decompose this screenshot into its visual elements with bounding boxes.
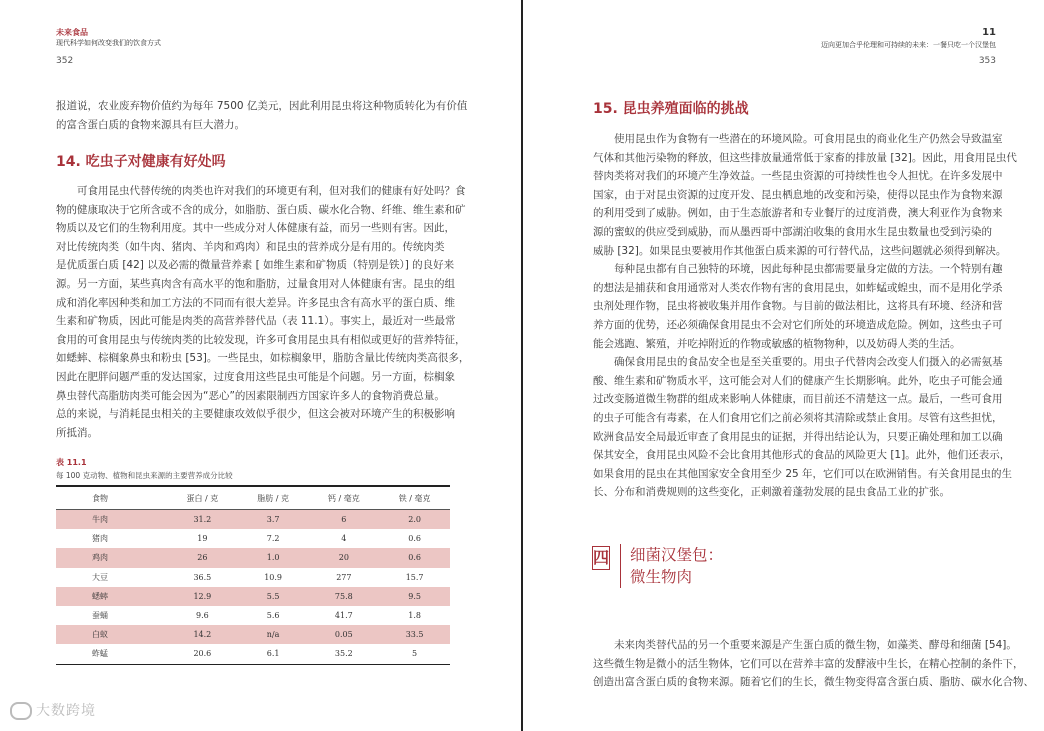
page-number: 353 (978, 56, 996, 66)
nutrient-value-cell: 4 (341, 534, 347, 544)
text-line: 鼻虫替代高脂肪肉类可能会因为“恶心”的因素限制西方国家许多人的食物消费总量。 (56, 389, 445, 402)
food-name-cell: 蚕蛹 (92, 611, 108, 621)
nutrient-value-cell: 7.2 (266, 534, 280, 544)
nutrient-value-cell: 35.2 (334, 649, 353, 659)
nutrient-value-cell: 75.8 (308, 587, 379, 606)
page-number: 352 (56, 56, 74, 66)
text-line: 是优质蛋白质 [42] 以及必需的微量营养素 [ 如维生素和矿物质（特别是铁）] 的良好来 (56, 259, 455, 272)
table-row (56, 529, 450, 548)
text-line: 过改变肠道微生物群的组成来影响人体健康，而目前还不清楚这一点。最后，一些可食用 (593, 393, 1003, 406)
nutrient-value-cell: 5.5 (238, 587, 309, 606)
brand-logo-icon (10, 702, 32, 720)
text-line: 生素和矿物质，因此可能是肉类的高营养替代品（表 11.1）。事实上，最近对一些最常 (56, 315, 456, 328)
nutrient-value-cell: 26 (167, 548, 238, 567)
section-heading: 14. 吃虫子对健康有好处吗 (56, 154, 226, 170)
text-line: 威胁 [32]。如果昆虫要被用作其他蛋白质来源的可行替代品，这些问题就必须得到解决。 (593, 244, 1007, 257)
nutrient-value-cell: 1.0 (238, 548, 309, 567)
section-divider (620, 544, 621, 588)
table-row (56, 606, 450, 625)
text-line: 养方面的优势，还必须确保食用昆虫不会对它们所处的环境造成危险。例如，这些虫子可 (593, 318, 1003, 331)
text-line: 虫剂处理作物，昆虫将被收集并用作食物。与目前的做法相比，这将具有环境、经济和营 (593, 300, 1003, 313)
text-line: 酸、维生素和矿物质水平，这可能会对人们的健康产生长期影响。此外，吃虫子可能会通 (593, 374, 1003, 387)
table-row (56, 548, 450, 567)
text-line: 对比传统肉类（如牛肉、猪肉、羊肉和鸡肉）和昆虫的营养成分是有用的。传统肉类 (56, 240, 445, 253)
nutrient-value-cell: 0.6 (379, 548, 450, 567)
text-line: 的虫子可能含有毒素，在人们食用它们之前必须将其清除或禁止食用。尽管有这些担忧， (593, 411, 1003, 424)
text-line: 因此在肥胖问题严重的发达国家，过度食用这些昆虫可能是个问题。另一方面，棕榈象 (56, 370, 455, 383)
text-line: 如蟋蟀、棕榈象鼻虫和粉虫 [53]。一些昆虫，如棕榈象甲，脂肪含量比传统肉类高很多， (56, 352, 470, 365)
text-line: 所抵消。 (56, 426, 98, 439)
section4-body (593, 636, 1034, 692)
intro-paragraph (56, 97, 466, 134)
column-header: 钙 / 毫克 (308, 486, 379, 510)
table-subtitle: 每 100 克动物、植物和昆虫来源的主要营养成分比较 (56, 471, 233, 480)
section-title-line2: 微生物肉 (630, 568, 693, 586)
section-body (593, 130, 1017, 502)
nutrient-value-cell: 0.6 (408, 534, 421, 544)
food-name-cell: 鸡肉 (56, 548, 167, 567)
text-line: 总的来说，与消耗昆虫相关的主要健康攻效似乎很少，但这会被对环境产生的积极影响 (56, 408, 455, 421)
text-line: 食用的可食用昆虫与传统肉类的比较发现，许多可食用昆虫具有相似或更好的营养特征， (56, 333, 466, 346)
book-brand: 未来食品 (56, 28, 88, 37)
food-name-cell: 蚱蜢 (92, 649, 108, 659)
column-header: 蛋白 / 克 (167, 486, 238, 510)
nutrient-value-cell: n/a (238, 625, 309, 644)
text-line: 物质以及它们的生物利用度。其中一些成分对人体健康有益，而另一些则有害。因此， (56, 222, 455, 235)
text-line: 物的健康取决于它所含或不含的成分，如脂肪、蛋白质、碳水化合物、纤维、维生素和矿 (56, 203, 466, 216)
text-line: 确保食用昆虫的食品安全也是至关重要的。用虫子代替肉会改变人们摄入的必需氨基 (614, 356, 1003, 369)
nutrient-value-cell: 6 (308, 510, 379, 530)
text-line: 的利用受到了威胁。例如，由于生态旅游者和专业餐厅的过度消费，澳大利亚作为食物来 (593, 207, 1003, 220)
table-row (56, 625, 450, 644)
left-page (0, 0, 521, 731)
text-line: 的富含蛋白质的食物来源具有巨大潜力。 (56, 118, 245, 131)
table-header-row (56, 486, 450, 510)
text-line: 使用昆虫作为食物有一些潜在的环境风险。可食用昆虫的商业化生产仍然会导致温室 (614, 133, 1003, 145)
section-heading: 15. 昆虫养殖面临的挑战 (593, 101, 749, 117)
watermark (10, 700, 96, 720)
nutrient-value-cell: 6.1 (266, 649, 280, 659)
food-name-cell: 牛肉 (56, 510, 167, 530)
food-name-cell: 白蚁 (56, 625, 167, 644)
column-header: 脂肪 / 克 (238, 486, 309, 510)
text-line: 可食用昆虫代替传统的肉类也许对我们的环境更有利，但对我们的健康有好处吗？食 (77, 185, 466, 197)
nutrient-value-cell: 5 (412, 649, 418, 659)
table-row (56, 644, 450, 664)
nutrient-value-cell: 9.5 (379, 587, 450, 606)
column-header: 铁 / 毫克 (379, 486, 450, 510)
text-line: 报道说，农业废弃物价值约为每年 7500 亿美元，因此利用昆虫将这种物质转化为有价值 (56, 100, 468, 112)
nutrient-value-cell: 10.9 (264, 572, 282, 582)
section-title-line1: 细菌汉堡包： (630, 546, 724, 564)
text-line: 长、分布和消费规则的这些变化，正刺激着蓬勃发展的昆虫食品工业的扩张。 (593, 486, 950, 499)
nutrition-table (56, 485, 450, 665)
column-header: 食物 (56, 486, 167, 510)
text-line: 保其安全，食用昆虫风险不会比食用其他形式的食品的风险更大 [1]。此外，他们还表示， (593, 449, 1011, 462)
nutrient-value-cell: 15.7 (405, 572, 424, 582)
nutrient-value-cell: 41.7 (334, 611, 353, 621)
table-row (56, 510, 450, 530)
nutrient-value-cell: 5.6 (266, 611, 280, 621)
food-name-cell: 蟋蟀 (56, 587, 167, 606)
section-title (630, 544, 723, 588)
text-line: 创造出富含蛋白质的食物来源。随着它们的生长，微生物变得富含蛋白质、脂肪、碳水化合物、 (593, 676, 1034, 689)
nutrient-value-cell: 3.7 (238, 510, 309, 530)
text-line: 如果食用的昆虫在其他国家安全食用至少 25 年，它们可以在欧洲销售。有关食用昆虫的生 (593, 467, 1013, 480)
text-line: 欧洲食品安全局最近审查了食用昆虫的证据，并得出结论认为，只要正确处理和加工以确 (593, 430, 1003, 443)
text-line: 每种昆虫都有自己独特的环境，因此每种昆虫都需要量身定做的方法。一个特别有趣 (614, 263, 1003, 276)
table-row (56, 568, 450, 587)
watermark-text: 大数跨境 (36, 703, 96, 719)
section-body (56, 182, 470, 442)
chapter-number: 11 (982, 27, 996, 38)
text-line: 能会逃跑、繁殖，并吃掉附近的作物或敏感的植物物种，以及妨碍人类的生活。 (593, 337, 961, 350)
nutrient-value-cell: 12.9 (167, 587, 238, 606)
nutrient-value-cell: 19 (197, 534, 208, 544)
nutrient-value-cell: 0.05 (308, 625, 379, 644)
running-header (56, 28, 161, 48)
food-name-cell: 大豆 (92, 572, 108, 582)
nutrient-value-cell: 31.2 (167, 510, 238, 530)
food-name-cell: 猪肉 (92, 534, 108, 544)
nutrient-value-cell: 9.6 (196, 611, 209, 621)
text-line: 国家，由于对昆虫资源的过度开发、昆虫栖息地的改变和污染，使得以昆虫作为食物来源 (593, 188, 1003, 201)
text-line: 的想法是捕获和食用通常对人类农作物有害的食用昆虫，如蚱蜢或蝗虫，而不是用化学杀 (593, 281, 1003, 294)
text-line: 气体和其他污染物的释放，但这些排放量通常低于家畜的排放量 [32]。因此，用食用昆虫代 (593, 151, 1017, 164)
nutrient-value-cell: 20 (308, 548, 379, 567)
right-page (523, 0, 1044, 731)
nutrient-value-cell: 1.8 (408, 611, 421, 621)
table-row (56, 587, 450, 606)
nutrient-value-cell: 277 (336, 572, 352, 582)
nutrient-value-cell: 33.5 (379, 625, 450, 644)
section-number: 四 (592, 546, 610, 570)
nutrient-value-cell: 20.6 (193, 649, 212, 659)
nutrient-value-cell: 2.0 (379, 510, 450, 530)
text-line: 源。另一方面，某些真肉含有高水平的饱和脂肪，过量食用对人体健康有害。昆虫的组 (56, 277, 455, 290)
text-line: 成和消化率因种类和加工方法的不同而有很大差异。许多昆虫含有高水平的蛋白质、维 (56, 296, 455, 309)
nutrient-value-cell: 14.2 (167, 625, 238, 644)
nutrient-value-cell: 36.5 (193, 572, 212, 582)
text-line: 未来肉类替代品的另一个重要来源是产生蛋白质的微生物，如藻类、酵母和细菌 [54]。 (614, 639, 1017, 651)
chapter-title: 迈向更加合乎伦理和可持续的未来：一餐只吃一个汉堡包 (821, 41, 996, 49)
text-line: 这些微生物是微小的活生物体，它们可以在营养丰富的发酵液中生长，在精心控制的条件下， (593, 657, 1024, 670)
table-title: 表 11.1 (56, 458, 87, 467)
text-line: 替肉类将对我们的环境产生净效益。一些昆虫资源的可持续性也令人担忧。在许多发展中 (593, 170, 1003, 183)
book-subtitle: 现代科学如何改变我们的饮食方式 (56, 39, 161, 47)
text-line: 源的蜜蚁的供应受到威胁，而从墨西哥中部湖泊收集的食用水生昆虫数量也受到污染的 (593, 225, 992, 238)
